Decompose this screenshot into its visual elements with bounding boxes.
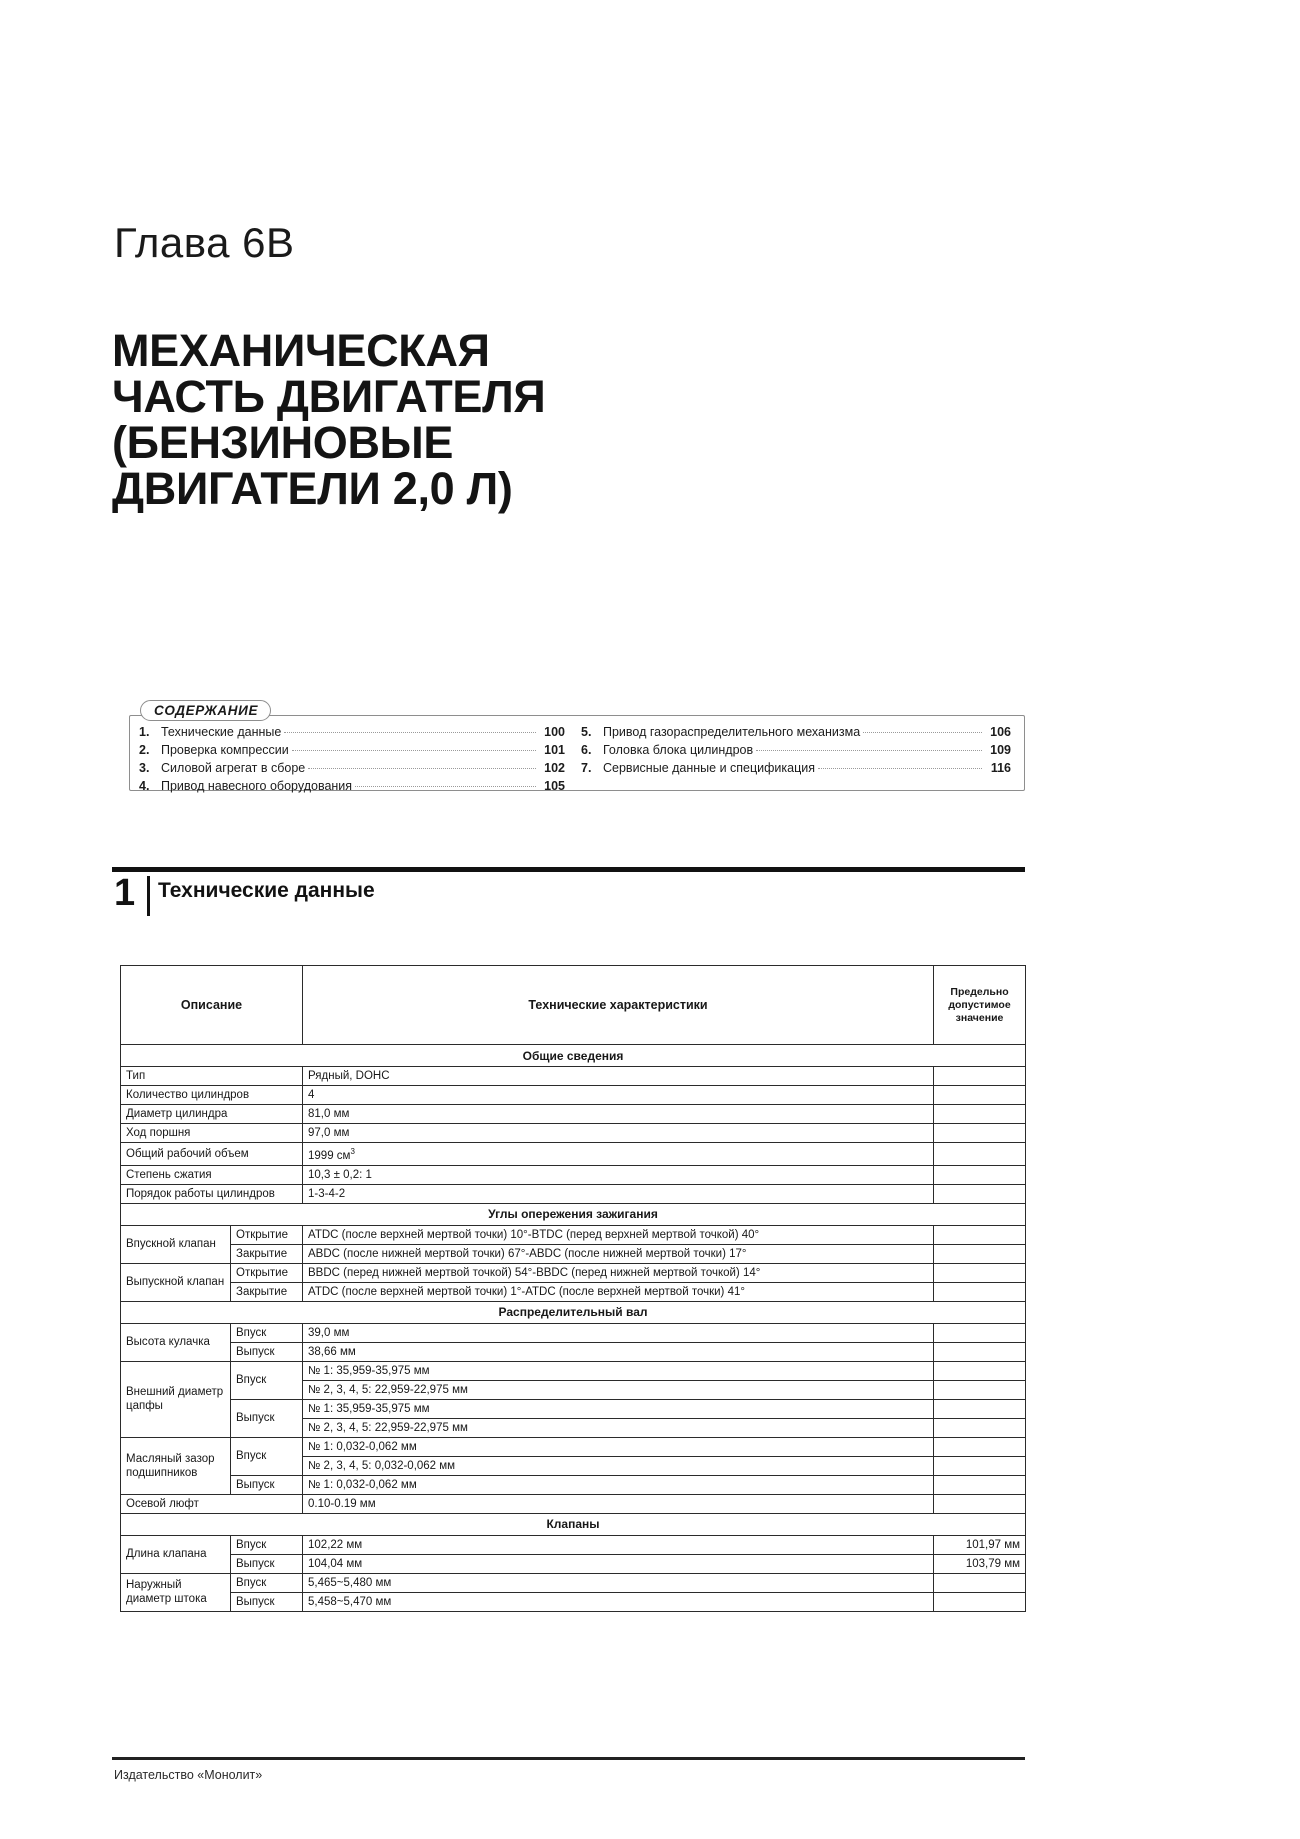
table-row [121,1184,1026,1203]
table-header-row [121,966,1026,1045]
row-limit [934,1573,1026,1592]
row-subtype: Выпуск [231,1475,303,1494]
row-subtype: Впуск [231,1535,303,1554]
toc-item[interactable] [139,723,565,741]
row-value: № 1: 35,959-35,975 мм [303,1361,934,1380]
row-value: Рядный, DOHC [303,1067,934,1086]
toc-item-page: 101 [544,743,565,757]
toc-leader-dots [292,750,536,751]
row-limit [934,1225,1026,1244]
row-value: 5,458~5,470 мм [303,1592,934,1611]
table-row [121,1143,1026,1166]
row-subtype: Выпуск [231,1342,303,1361]
table-row [121,1263,1026,1282]
row-value: 38,66 мм [303,1342,934,1361]
row-description: Длина клапана [121,1535,231,1573]
toc-item-page: 109 [990,743,1011,757]
row-limit [934,1323,1026,1342]
group-label: Клапаны [121,1513,1026,1535]
table-row [121,1475,1026,1494]
toc-leader-dots [756,750,982,751]
group-row-general [121,1045,1026,1067]
row-limit [934,1086,1026,1105]
row-limit [934,1380,1026,1399]
row-description: Порядок работы цилиндров [121,1184,303,1203]
row-description: Осевой люфт [121,1494,303,1513]
toc-item[interactable] [139,759,565,777]
row-limit [934,1437,1026,1456]
table-row [121,1342,1026,1361]
row-subtype: Впуск [231,1361,303,1399]
section-number: 1 [114,872,136,914]
table-row [121,1592,1026,1611]
row-subtype: Закрытие [231,1244,303,1263]
table-row [121,1494,1026,1513]
row-limit [934,1475,1026,1494]
header-limit: Предельно допустимое значение [934,966,1026,1045]
chapter-title-line-4: ДВИГАТЕЛИ 2,0 Л) [112,462,513,514]
row-subtype: Закрытие [231,1282,303,1301]
row-limit [934,1263,1026,1282]
toc-item-label: Сервисные данные и спецификация [603,761,816,775]
toc-column-right [577,723,1025,795]
toc-item[interactable] [139,777,565,795]
row-value: № 1: 0,032-0,062 мм [303,1475,934,1494]
table-row [121,1535,1026,1554]
toc-leader-dots [308,768,536,769]
toc-item[interactable] [581,759,1011,777]
row-limit [934,1282,1026,1301]
row-limit [934,1456,1026,1475]
row-limit [934,1165,1026,1184]
row-limit [934,1361,1026,1380]
footer-divider-rule [112,1757,1025,1760]
header-description: Описание [121,966,303,1045]
row-value: № 2, 3, 4, 5: 0,032-0,062 мм [303,1456,934,1475]
toc-item[interactable] [581,723,1011,741]
row-subtype: Выпуск [231,1399,303,1437]
row-limit [934,1592,1026,1611]
row-value-superscript: 3 [350,1147,355,1156]
toc-item-number: 2. [139,743,150,757]
toc-item-number: 1. [139,725,150,739]
toc-leader-dots [818,768,982,769]
row-subtype: Выпуск [231,1554,303,1573]
table-row [121,1323,1026,1342]
contents-tab-label: СОДЕРЖАНИЕ [154,702,259,718]
chapter-label: Глава 6B [114,219,295,266]
row-value: ATDC (после верхней мертвой точки) 1°-ATDC (после верхней мертвой точки) 41° [303,1282,934,1301]
table-row [121,1067,1026,1086]
table-row [121,1361,1026,1380]
row-description: Общий рабочий объем [121,1143,303,1166]
row-value: 4 [303,1086,934,1105]
section-title: Технические данные [158,879,375,902]
toc-item-label: Силовой агрегат в сборе [161,761,306,775]
row-value: ABDC (после нижней мертвой точки) 67°-ABDC (после нижней мертвой точки) 17° [303,1244,934,1263]
toc-item-label: Технические данные [161,725,282,739]
toc-item-number: 4. [139,779,150,793]
chapter-title-line-3: (БЕНЗИНОВЫЕ [112,416,454,468]
footer-publisher: Издательство «Монолит» [114,1768,263,1782]
toc-item-number: 6. [581,743,592,757]
row-limit [934,1124,1026,1143]
row-limit [934,1399,1026,1418]
row-value: № 1: 35,959-35,975 мм [303,1399,934,1418]
header-specs: Технические характеристики [303,966,934,1045]
toc-item-page: 116 [990,761,1011,775]
row-value [303,1143,934,1166]
row-value: 1-3-4-2 [303,1184,934,1203]
group-label: Общие сведения [121,1045,1026,1067]
group-row-valves [121,1513,1026,1535]
toc-item[interactable] [581,741,1011,759]
row-limit [934,1184,1026,1203]
table-of-contents [129,723,1025,795]
row-value: 5,465~5,480 мм [303,1573,934,1592]
chapter-title-line-1: МЕХАНИЧЕСКАЯ [112,325,490,376]
row-subtype: Впуск [231,1573,303,1592]
table-row [121,1282,1026,1301]
specifications-table [120,965,1026,1612]
toc-item-label: Привод газораспределительного механизма [603,725,861,739]
row-value-text: 1999 см [308,1149,351,1162]
group-row-camshaft [121,1301,1026,1323]
toc-item-page: 106 [990,725,1011,739]
section-divider-rule [112,867,1025,872]
row-description: Степень сжатия [121,1165,303,1184]
row-value: 104,04 мм [303,1554,934,1573]
table-row [121,1165,1026,1184]
row-limit [934,1418,1026,1437]
row-subtype: Впуск [231,1437,303,1475]
group-row-ignition [121,1203,1026,1225]
row-limit [934,1342,1026,1361]
contents-tab [140,700,271,721]
row-value: 97,0 мм [303,1124,934,1143]
table-row [121,1086,1026,1105]
row-description: Диаметр цилиндра [121,1105,303,1124]
row-description: Ход поршня [121,1124,303,1143]
group-label: Углы опережения зажигания [121,1203,1026,1225]
row-subtype: Открытие [231,1225,303,1244]
section-number-bar [147,876,150,916]
toc-item-page: 100 [544,725,565,739]
row-value: BBDC (перед нижней мертвой точкой) 54°-BBDC (перед нижней мертвой точкой) 14° [303,1263,934,1282]
table-row [121,1437,1026,1456]
row-value: 102,22 мм [303,1535,934,1554]
row-limit [934,1143,1026,1166]
table-row [121,1554,1026,1573]
row-description: Масляный зазор подшипников [121,1437,231,1494]
row-limit: 101,97 мм [934,1535,1026,1554]
row-limit [934,1105,1026,1124]
table-row [121,1244,1026,1263]
toc-item-page: 102 [544,761,565,775]
toc-item[interactable] [139,741,565,759]
row-value: 81,0 мм [303,1105,934,1124]
row-value: 0.10-0.19 мм [303,1494,934,1513]
row-value: № 2, 3, 4, 5: 22,959-22,975 мм [303,1380,934,1399]
row-description: Впускной клапан [121,1225,231,1263]
row-value: № 1: 0,032-0,062 мм [303,1437,934,1456]
toc-item-number: 5. [581,725,592,739]
toc-leader-dots [863,732,982,733]
page-title [112,325,812,514]
row-value: 10,3 ± 0,2: 1 [303,1165,934,1184]
group-label: Распределительный вал [121,1301,1026,1323]
row-description: Внешний диаметр цапфы [121,1361,231,1437]
toc-item-number: 3. [139,761,150,775]
row-limit [934,1067,1026,1086]
table-row [121,1124,1026,1143]
toc-item-label: Проверка компрессии [161,743,289,757]
row-subtype: Выпуск [231,1592,303,1611]
table-row [121,1573,1026,1592]
row-description: Наружный диаметр штока [121,1573,231,1611]
table-row [121,1105,1026,1124]
row-description: Тип [121,1067,303,1086]
row-limit: 103,79 мм [934,1554,1026,1573]
row-subtype: Открытие [231,1263,303,1282]
chapter-title-line-2: ЧАСТЬ ДВИГАТЕЛЯ [112,370,546,422]
toc-leader-dots [355,786,536,787]
toc-item-page: 105 [544,779,565,793]
table-row [121,1225,1026,1244]
toc-item-number: 7. [581,761,592,775]
row-description: Высота кулачка [121,1323,231,1361]
toc-column-left [129,723,577,795]
toc-item-label: Привод навесного оборудования [161,779,353,793]
row-value: 39,0 мм [303,1323,934,1342]
toc-item-label: Головка блока цилиндров [603,743,754,757]
row-subtype: Впуск [231,1323,303,1342]
toc-leader-dots [284,732,536,733]
row-value: № 2, 3, 4, 5: 22,959-22,975 мм [303,1418,934,1437]
row-limit [934,1244,1026,1263]
row-description: Количество цилиндров [121,1086,303,1105]
row-description: Выпускной клапан [121,1263,231,1301]
row-value: ATDC (после верхней мертвой точки) 10°-BTDC (перед верхней мертвой точкой) 40° [303,1225,934,1244]
table-row [121,1399,1026,1418]
row-limit [934,1494,1026,1513]
